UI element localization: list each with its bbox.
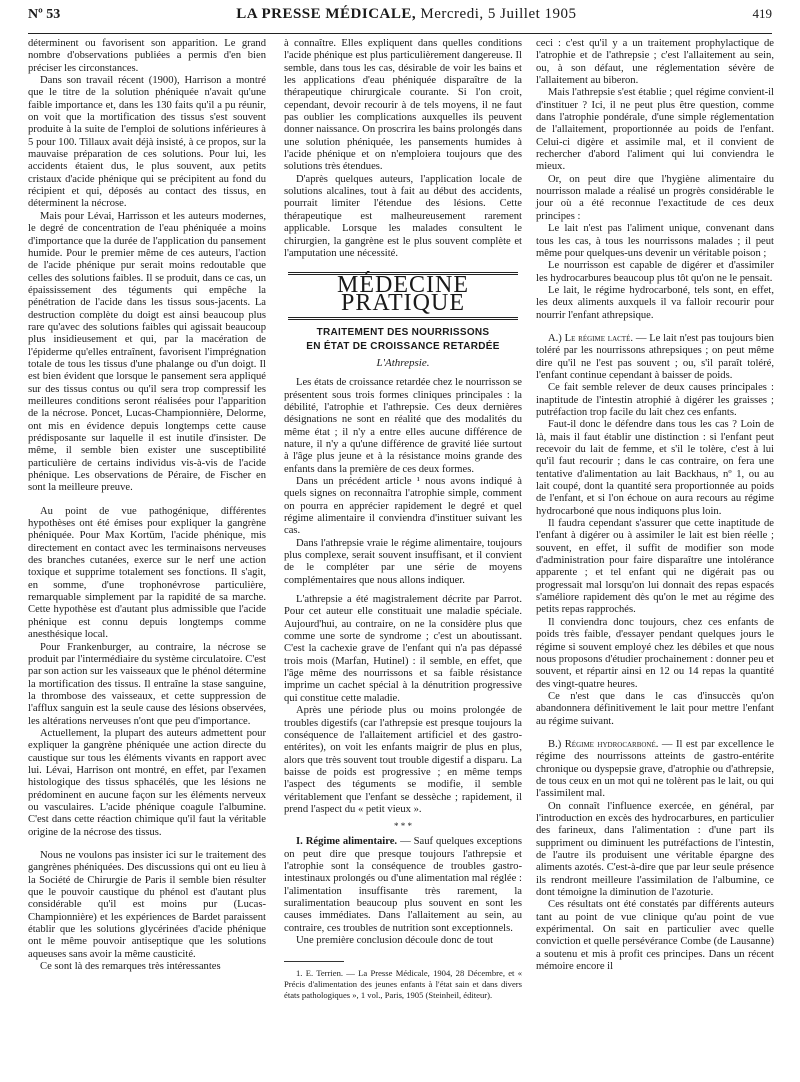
column-3 bbox=[536, 38, 774, 973]
paragraph bbox=[536, 333, 774, 382]
paragraph: Dans un précédent article ¹ nous avons indiqué à quels signes on reconnaîtra l'atrophie simple, comment on pourra en apprécier rapidement le degré et quel régime alimentaire il conviendra d'instituer suivant les cas. bbox=[284, 475, 522, 537]
paragraph: Nous ne voulons pas insister ici sur le traitement des gangrènes phéniquées. Des discussions qui ont eu lieu à la Société de Chirurgie de Paris il semble bien résulter que le pouvoir caustique du phénol est d'autant plus considérable qu'il est moins pur (Lucas-Championnière) et les expériences de Bardet paraissent établir que les solutions glycérinées d'acide phénique ont le même pouvoir antiseptique que les solutions aqueuses sans avoir la même causticité. bbox=[28, 850, 266, 960]
paragraph bbox=[284, 836, 522, 935]
paragraph-text: — Le lait n'est pas toujours bien toléré par les nourrissons athrepsiques ; on peut même dire qu'il ne l'est pas souvent ; ou, s'il paraît toléré, l'enfant continue cependant à baisser de poids. bbox=[536, 332, 774, 381]
paragraph: Les états de croissance retardée chez le nourrisson se présentent sous trois formes cliniques principales : la débilité, l'atrophie et l'athrepsie. Ces deux dernières désignations ne sont en réalité que des modalités du même état ; il n'y a entre elles aucune différence de nature, il n'y a qu'une différence de gravité liée surtout à l'âge plus jeune et à la résistance moins grande des enfants dans la première de ces deux formes. bbox=[284, 377, 522, 475]
column-1 bbox=[28, 38, 266, 973]
subsection-heading: A.) Le régime lacté. bbox=[548, 332, 634, 344]
paragraph: Ces résultats ont été constatés par différents auteurs tant au point de vue clinique qu'au point de vue expérimental. On sait en particulier avec quelle conviction et quelle persévérance Combe (de Lausanne) a soutenu et mis à profit ces principes. Dans un récent mémoire encore il bbox=[536, 899, 774, 973]
paragraph: Ce sont là des remarques très intéressantes bbox=[40, 961, 221, 973]
header-rule bbox=[28, 33, 772, 34]
paragraph: Mais l'athrepsie s'est établie ; quel régime convient-il d'instituer ? Ici, il ne peut plus être question, comme dans l'atrophie pondérale, d'une simple réglementation de l'allaitement, proportionnée au poids de l'enfant. Celui-ci digère et assimile mal, et il convient de rechercher d'abord l'aliment qui lui conviendra le mieux. bbox=[536, 87, 774, 173]
journal-name: LA PRESSE MÉDICALE, bbox=[236, 6, 417, 22]
footnote: 1. E. Terrien. — La Presse Médicale, 1904, 28 Décembre, et « Précis d'alimentation des jeunes enfants à l'état sain et dans divers états pathologiques », 1 vol., Paris, 1905 (Steinheil, éditeur). bbox=[284, 968, 522, 1001]
running-title bbox=[236, 6, 576, 23]
paragraph: D'après quelques auteurs, l'application locale de solutions alcalines, tout à fait au début des accidents, pourrait limiter l'étendue des lésions. Cette thérapeutique est malheureusement rarement applicable. Lorsque les malades consultent le chirurgien, la gangrène est le plus souvent complète et l'amputation une nécessité. bbox=[284, 173, 522, 259]
paragraph: Mais pour Lévai, Harrisson et les auteurs modernes, le degré de concentration de l'eau phéniquée a moins d'importance que la durée de l'application du pansement humide. Pour le premier même de ces auteurs, l'action de l'acide phénique pur serait moins redoutable que celles des solutions faibles. Il se produit, dans ce cas, un épaississement des téguments qui empêche la pénétration de l'acide dans les tissus sous-jacents. La destruction complète du doigt est ainsi beaucoup plus rare qu'avec des solutions faibles qui agissait beaucoup plus insidieusement et qui, par la macération de l'épiderme qu'elles entraînent, favorisent l'imprégnation totale de tous les tissus d'une phalange ou d'un doigt. Il est bien évident que lorsque le pansement sera appliqué sur des tissus contus ou qu'il sera trop compressif les meilleures conditions seront réalisées pour l'apparition de la nécrose. Poncet, Lucas-Championnière, Delorme, ont mis en évidence depuis longtemps cette cause prédisposante sur laquelle il est inutile d'insister. De même, il semble bien exister une susceptibilité particulière de certains individus vis-à-vis de l'acide phénique. Les observations de Péraire, de Fischer en sont la meilleure preuve. bbox=[28, 210, 267, 494]
section-banner bbox=[288, 272, 518, 320]
paragraph: Il conviendra donc toujours, chez ces enfants de poids très faible, d'essayer pendant quelques jours le régime si souvent employé chez les débiles et que nous nous proposons d'étudier prochainement : donner peu et souvent, et répartir ainsi en 12 ou 14 repas la quantité des vingt-quatre heures. bbox=[536, 616, 774, 690]
paragraph: Pour Frankenburger, au contraire, la nécrose se produit par l'intermédiaire du système circulatoire. C'est par son action sur les vaisseaux que le phénol détermine la mortification des tissus. Il entraîne la stase sanguine, la thrombose des vaisseaux, et cette suppression de l'afflux sanguin est la seule cause des lésions observées, les altérations nerveuses n'ont que peu d'importance. bbox=[28, 641, 266, 727]
paragraph: Il faudra cependant s'assurer que cette inaptitude de l'enfant à digérer ou à assimiler le lait est bien réelle ; souvent, en effet, il suffit de modifier son mode d'administration pour faire disparaître une intolérance apparente ; et tel enfant qui ne digérait pas ou progressait mal lorsqu'on lui donnait des repas espacés s'améliore rapidement dès qu'on le met au régime des petits repas rapprochés. bbox=[536, 518, 774, 616]
paragraph: Actuellement, la plupart des auteurs admettent pour expliquer la gangrène phéniquée une action directe du caustique sur tous les éléments vivants en rapport avec lui. Lévai, Harrison ont montré, en effet, par l'examen histologique des tissus sphacélés, que les lésions ne prédominent en aucune façon sur les éléments nerveux ou vasculaires. L'acide phénique coagule l'albumine. C'est dans cette réaction chimique qu'il faut la véritable origine de la nécrose des tissus. bbox=[28, 727, 266, 838]
paragraph: Faut-il donc le défendre dans tous les cas ? Loin de là, mais il faut établir une distinction : si l'enfant peut recevoir du lait de femme, et s'il le tolère, c'est à lui qu'il faut recourir ; dans le cas contraire, on fera une tentative d'alimentation au lait Backhaus, nº 1, ou au lait coupé, dont la quantité sera proportionnée au poids de l'enfant, et si l'on échoue on aura recours au régime hydrocarboné que nous indiquons plus loin. bbox=[536, 419, 774, 517]
paragraph: ceci : c'est qu'il y a un traitement prophylactique de l'atrophie et de l'athrepsie ; c'est l'allaitement au sein, ou, à son défaut, une réglementation sévère de l'allaitement au biberon. bbox=[536, 38, 774, 87]
footnote-rule bbox=[284, 961, 344, 962]
paragraph-text: — Sauf quelques exceptions on peut dire que presque toujours l'athrepsie et l'atrophie sont la conséquence de troubles gastro-intestinaux prolongés ou d'une alimentation mal réglée : l'alimentation insuffisante très rarement, la suralimentation beaucoup plus souvent en sont les causes immédiates. Dans l'allaitement au sein, au contraire, ces troubles de nutrition sont exceptionnels. bbox=[284, 836, 522, 934]
paragraph: Ce n'est que dans le cas d'insuccès qu'on abandonnera définitivement le lait pour mettre l'enfant au régime suivant. bbox=[536, 690, 774, 727]
paragraph: Dans l'athrepsie vraie le régime alimentaire, toujours plus complexe, serait souvent insuffisant, et il convient de le compléter par une série de moyens complémentaires que nous allons indiquer. bbox=[284, 537, 522, 586]
paragraph: déterminent ou favorisent son apparition. Le grand nombre d'observations publiées a permis d'en bien préciser les circonstances. bbox=[28, 38, 266, 74]
subsection-heading: B.) Régime hydrocarboné. bbox=[548, 738, 659, 750]
paragraph: Après une période plus ou moins prolongée de troubles digestifs (car l'athrepsie est presque toujours la conséquence de l'allaitement artificiel et des gastro-entérites), on voit les enfants maigrir de plus en plus, alors que très souvent tout trouble digestif a disparu. La baisse de poids est progressive ; en même temps l'aspect des téguments se modifie, il semble véritablement que l'enfant se dessèche ; rapidement, il prend l'aspect du « petit vieux ». bbox=[284, 705, 522, 815]
paragraph: L'athrepsie a été magistralement décrite par Parrot. Pour cet auteur elle constituait une maladie spéciale. Aujourd'hui, au contraire, on ne la considère plus que comme une sorte de syndrome ; c'est un aboutissant. C'est la cachexie grave de l'enfant qui n'a pas dépassé trois mois (Marfan, Hutinel) : il semble, en effet, que l'âge même des nourrissons et sa faible résistance imprime un cachet spécial à la dénutrition progressive qui constitue cette maladie. bbox=[284, 594, 522, 704]
paragraph: Dans son travail récent (1900), Harrison a montré que le titre de la solution phéniquée n'avait qu'une faible importance et, dans les 130 faits qu'il a pu réunir, on voit que la mortification des tissus s'est souvent produite à la suite de l'emploi de solutions inférieures à 5 pour 100. Tillaux avait déjà insisté, à ce propos, sur la mauvaise préparation de ces solutions. Pour lui, les accidents étaient dus, le plus souvent, aux petits cristaux d'acide phénique qui se précipitent au fond du récipient et qui, déposés au contact des tissus, en déterminent la nécrose. bbox=[28, 75, 266, 210]
paragraph: Ce fait semble relever de deux causes principales : inaptitude de l'intestin atrophié à digérer les graisses ; putréfaction trop facile du lait chez ces enfants. bbox=[536, 382, 774, 418]
page-number: 419 bbox=[752, 6, 772, 21]
paragraph bbox=[536, 739, 774, 801]
page-header bbox=[28, 6, 772, 32]
paragraph: Le lait n'est pas l'aliment unique, convenant dans tous les cas, à tous les nourrissons malades ; il peut même pour quelques-uns devenir un véritable poison ; bbox=[536, 223, 774, 259]
article-title-line-2: EN ÉTAT DE CROISSANCE RETARDÉE bbox=[306, 340, 500, 352]
paragraph: On connaît l'influence exercée, en général, par l'introduction en excès des hydrocarbures, en particulier des farineux, dans l'alimentation : d'une part ils suppriment ou diminuent les putréfactions de l'intestin, de l'autre ils produisent une véritable épargne des aliments azotés. C'est-à-dire que par leur seule présence ils rendront meilleure l'assimilation de l'albumine, ce dont témoigne la diminution de l'azoturie. bbox=[536, 800, 774, 899]
section-separator: * * * bbox=[394, 821, 412, 832]
issue-number: Nº 53 bbox=[28, 7, 61, 22]
paragraph: Or, on peut dire que l'hygiène alimentaire du nourrisson malade a réalisé un progrès considérable le jour où a été reconnue l'exactitude de ces deux principes : bbox=[536, 173, 774, 222]
article-title-line-1: TRAITEMENT DES NOURRISSONS bbox=[316, 326, 490, 338]
paragraph: Le nourrisson est capable de digérer et d'assimiler les hydrocarbures beaucoup plus tôt qu'on ne le pensait. bbox=[536, 260, 774, 284]
paragraph-text: — Il est par excellence le régime des nourrissons atteints de gastro-entérite chronique ou dyspepsie grave, d'atrophie ou d'athrepsie, de tous ceux en un mot qui ne tolèrent pas le lait, ou qui l'assimilent mal. bbox=[536, 738, 774, 800]
subsection-heading: I. Régime alimentaire. bbox=[296, 836, 398, 848]
column-2 bbox=[284, 38, 522, 1001]
paragraph: Une première conclusion découle donc de tout bbox=[296, 935, 494, 946]
issue-date: Mercredi, 5 Juillet 1905 bbox=[420, 6, 577, 22]
article-subtitle: L'Athrepsie. bbox=[376, 356, 430, 369]
section-title: MÉDECINE PRATIQUE bbox=[337, 272, 469, 316]
paragraph: Au point de vue pathogénique, différentes hypothèses ont été émises pour expliquer la gangrène phéniquée. Pour Max Kortüm, l'acide phénique, mis directement en contact avec les terminaisons nerveuses des branches cutanées, exerce sur le nerf une action toxique et supprime totalement ses fonctions. Il s'agit, en somme, d'une trophonévrose particulière, remarquable simplement par la rapidité de sa marche. Cette hypothèse est d'autant plus admissible que l'acide phénique est connu depuis longtemps comme anesthésique local. bbox=[28, 505, 266, 641]
paragraph: Le lait, le régime hydrocarboné, tels sont, en effet, les deux aliments auxquels il va falloir recourir pour nourrir l'enfant athrepsique. bbox=[536, 284, 774, 321]
article-title bbox=[284, 326, 522, 354]
paragraph: à connaître. Elles expliquent dans quelles conditions l'acide phénique est plus particulièrement dangereuse. Il semble, dans tous les cas, désirable de voir les bains et les applications d'eau phéniquée disparaître de la thérapeutique chirurgicale courante. Si l'on croit, cependant, devoir recourir à de tels moyens, il ne faut pas oublier les complications auxquelles ils peuvent donner naissance. On proscrira les bains prolongés dans une solution phéniquée, les pansements humides à l'acide phénique et on n'emploiera toujours que des solutions très étendues. bbox=[284, 38, 522, 173]
